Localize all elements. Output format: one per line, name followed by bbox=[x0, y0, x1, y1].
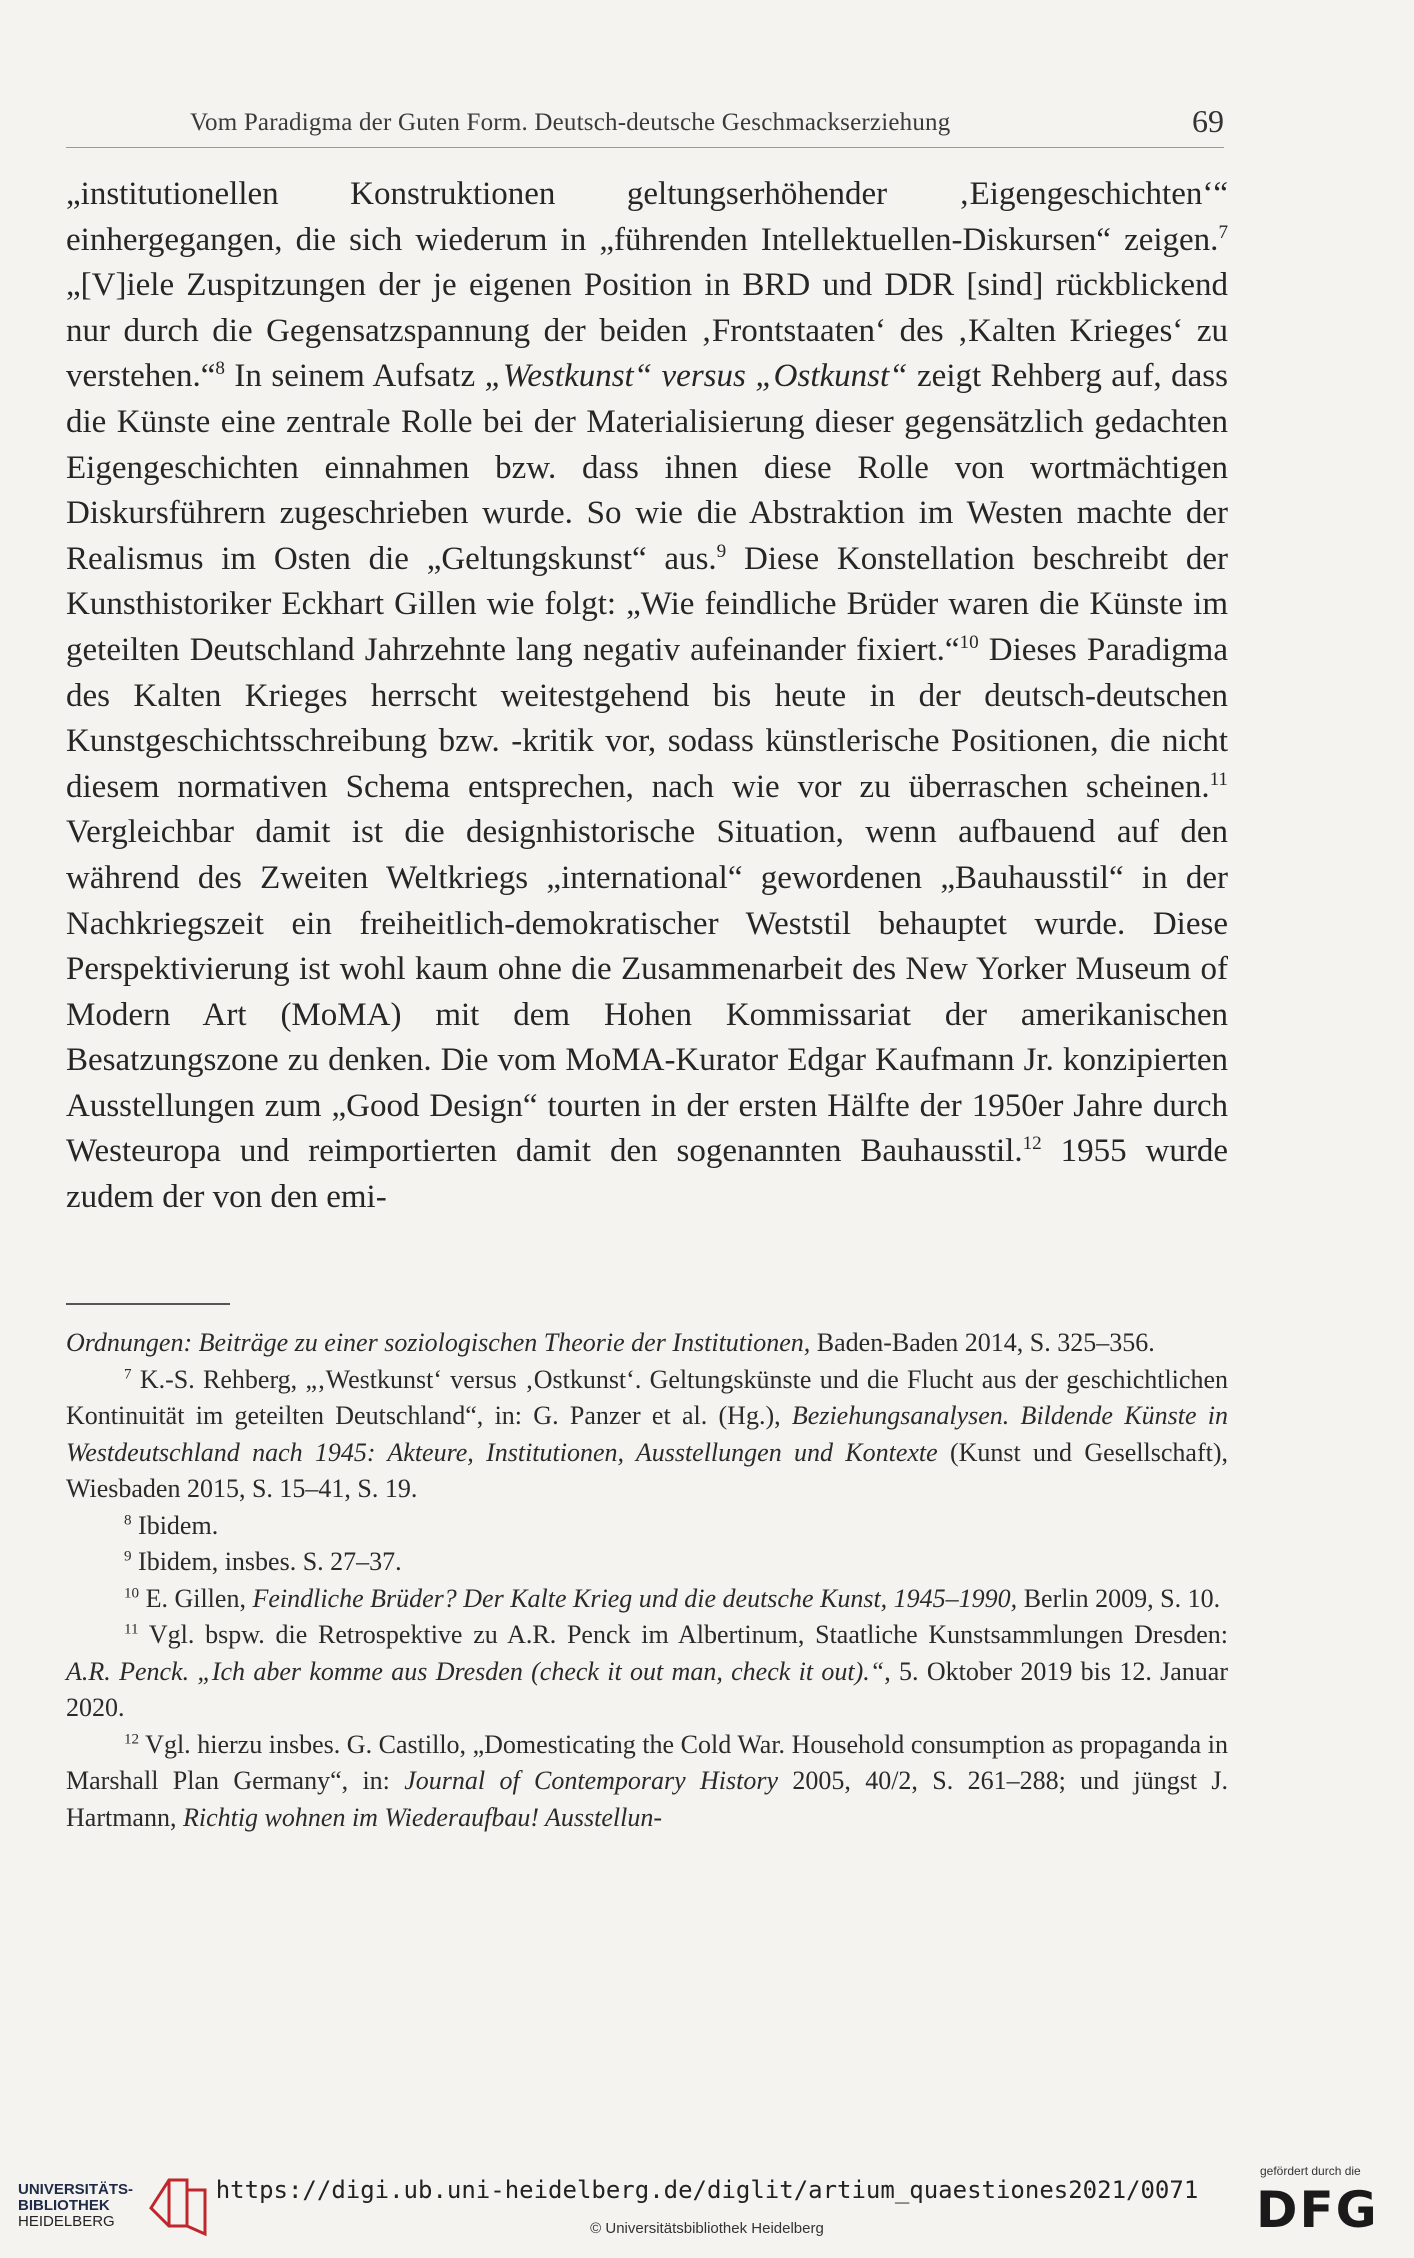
footnote-ref-7[interactable]: 7 bbox=[1218, 221, 1228, 243]
footnote-ref-12[interactable]: 12 bbox=[1022, 1133, 1042, 1155]
italic-title: „Westkunst“ versus „Ostkunst“ bbox=[484, 358, 908, 395]
text-run: 1955 wurde zudem der von den emi- bbox=[66, 1133, 1229, 1216]
text-run: Vgl. hierzu insbes. G. Castillo, „Domesticating the Cold War. Household consumption as propaganda in Marshall Plan Germany“, in: bbox=[66, 1729, 1228, 1795]
text-run: , 5. Oktober 2019 bis 12. Januar 2020. bbox=[66, 1656, 1228, 1722]
source-url[interactable] bbox=[0, 2176, 1414, 2204]
italic-title: Ordnungen: Beiträge zu einer soziologischen Theorie der Institutionen, bbox=[66, 1328, 811, 1357]
footnote-ref-8[interactable]: 8 bbox=[215, 358, 225, 380]
footnote-number: 12 bbox=[124, 1730, 140, 1747]
footnote-8 bbox=[66, 1508, 1228, 1545]
footnote-11 bbox=[66, 1617, 1228, 1727]
text-run: Ibidem. bbox=[131, 1510, 219, 1540]
footnote-continuation bbox=[66, 1325, 1228, 1362]
text-run: E. Gillen, bbox=[139, 1583, 253, 1613]
footnote-number: 8 bbox=[124, 1511, 132, 1528]
dfg-caption: gefördert durch die bbox=[1260, 2164, 1361, 2178]
text-run: K.-S. Rehberg, „‚Westkunst‘ versus ‚Ostkunst‘. Geltungskünste und die Flucht aus der geschichtlichen Kontinuität im geteilten Deutschland“, in: G. Panzer et al. (Hg.), bbox=[66, 1364, 1228, 1430]
italic-title: A.R. Penck. „Ich aber komme aus Dresden (check it out man, check it out).“ bbox=[66, 1656, 885, 1686]
copyright-notice: © Universitätsbibliothek Heidelberg bbox=[590, 2220, 824, 2237]
footnote-number: 7 bbox=[124, 1365, 132, 1382]
footnote-7 bbox=[66, 1362, 1228, 1508]
text-run: zeigt Rehberg auf, dass die Künste eine zentrale Rolle bei der Materialisierung dieser gegensätzlich gedachten Eigengeschichten einnahmen bzw. dass ihnen diese Rolle von wortmächtigen Diskursführern zugeschrieben wurde. So wie die Abstraktion im Westen machte der Realismus im Osten die „Geltungskunst“ aus. bbox=[66, 358, 1228, 577]
footnote-12 bbox=[66, 1727, 1228, 1837]
text-run: „[V]iele Zuspitzungen der je eigenen Position in BRD und DDR [sind] rückblickend nur durch die Gegensatzspannung der beiden ‚Frontstaaten‘ des ‚Kalten Krieges‘ zu verstehen.“ bbox=[66, 267, 1228, 395]
paragraph bbox=[66, 172, 1228, 1221]
text-run: In seinem Aufsatz bbox=[224, 358, 485, 395]
library-name-line: HEIDELBERG bbox=[18, 2213, 115, 2230]
text-run: Vergleichbar damit ist die designhistorische Situation, wenn aufbauend auf den während des Zweiten Weltkriegs „international“ gewordenen „Bauhausstil“ in der Nachkriegszeit ein freiheitlich-demokratischer Weststil behauptet wurde. Diese Perspektivierung ist wohl kaum ohne die Zusammenarbeit des New Yorker Museum of Modern Art (MoMA) mit dem Hohen Kommissariat der amerikanischen Besatzungszone zu denken. Die vom MoMA-Kurator Edgar Kaufmann Jr. konzipierten Ausstellungen zum „Good Design“ tourten in der ersten Hälfte der 1950er Jahre durch Westeuropa und reimportierten damit den sogenannten Bauhausstil. bbox=[66, 814, 1228, 1170]
page-number: 69 bbox=[1192, 103, 1224, 139]
text-run: Ibidem, insbes. S. 27–37. bbox=[131, 1547, 402, 1576]
source-url-text[interactable]: https://digi.ub.uni-heidelberg.de/diglit/artium_quaestiones2021/0071 bbox=[215, 2176, 1199, 2204]
footnote-number: 10 bbox=[124, 1584, 140, 1601]
footnote-divider bbox=[66, 1303, 230, 1305]
text-run: Berlin 2009, S. 10. bbox=[1017, 1583, 1221, 1613]
footnotes bbox=[66, 1325, 1228, 1836]
footnote-ref-9[interactable]: 9 bbox=[716, 540, 727, 562]
footnote-ref-11[interactable]: 11 bbox=[1209, 768, 1228, 790]
text-run: Dieses Paradigma des Kalten Krieges herrscht weitestgehend bis heute in der deutsch-deutschen Kunstgeschichtsschreibung bzw. -kritik vor, sodass künstlerische Positionen, die nicht diesem normativen Schema entsprechen, nach wie vor zu überraschen scheinen. bbox=[66, 631, 1228, 805]
running-header bbox=[66, 103, 1224, 148]
footnote-9 bbox=[66, 1544, 1228, 1581]
footnote-10 bbox=[66, 1581, 1228, 1618]
running-title: Vom Paradigma der Guten Form. Deutsch-deutsche Geschmackserziehung bbox=[190, 109, 951, 136]
text-run: Vgl. bspw. die Retrospektive zu A.R. Penck im Albertinum, Staatliche Kunstsammlungen Dresden: bbox=[138, 1620, 1228, 1649]
text-run: Diese Konstellation beschreibt der Kunsthistoriker Eckhart Gillen wie folgt: „Wie feindliche Brüder waren die Künste im geteilten Deutschland Jahrzehnte lang negativ aufeinander fixiert.“ bbox=[66, 540, 1228, 668]
italic-title: Feindliche Brüder? Der Kalte Krieg und die deutsche Kunst, 1945–1990, bbox=[252, 1583, 1018, 1613]
italic-title: Richtig wohnen im Wiederaufbau! Ausstellun- bbox=[182, 1802, 662, 1832]
text-run: 2005, 40/2, S. 261–288; und jüngst J. Hartmann, bbox=[66, 1766, 1229, 1832]
italic-title: Beziehungsanalysen. Bildende Künste in Westdeutschland nach 1945: Akteure, Institutionen, Ausstellungen und Kontexte bbox=[66, 1401, 1229, 1467]
footnote-number: 11 bbox=[124, 1621, 139, 1638]
italic-title: Journal of Contemporary History bbox=[404, 1766, 779, 1795]
text-run: „institutionellen Konstruktionen geltungserhöhender ‚Eigengeschichten‘“ einhergegangen, die sich wiederum in „führenden Intellektuellen-Diskursen“ zeigen. bbox=[66, 176, 1228, 258]
text-run: Baden-Baden 2014, S. 325–356. bbox=[810, 1328, 1155, 1357]
dfg-logo: DFG bbox=[1256, 2181, 1379, 2239]
footnote-number: 9 bbox=[124, 1548, 132, 1565]
footnote-ref-10[interactable]: 10 bbox=[959, 631, 979, 653]
text-run: (Kunst und Gesellschaft), Wiesbaden 2015, S. 15–41, S. 19. bbox=[66, 1437, 1228, 1503]
main-paragraph bbox=[66, 172, 1228, 1221]
library-name-line: BIBLIOTHEK bbox=[18, 2197, 110, 2214]
library-name-line: UNIVERSITÄTS- bbox=[18, 2181, 134, 2198]
dfg-logo-block bbox=[1250, 2164, 1400, 2244]
